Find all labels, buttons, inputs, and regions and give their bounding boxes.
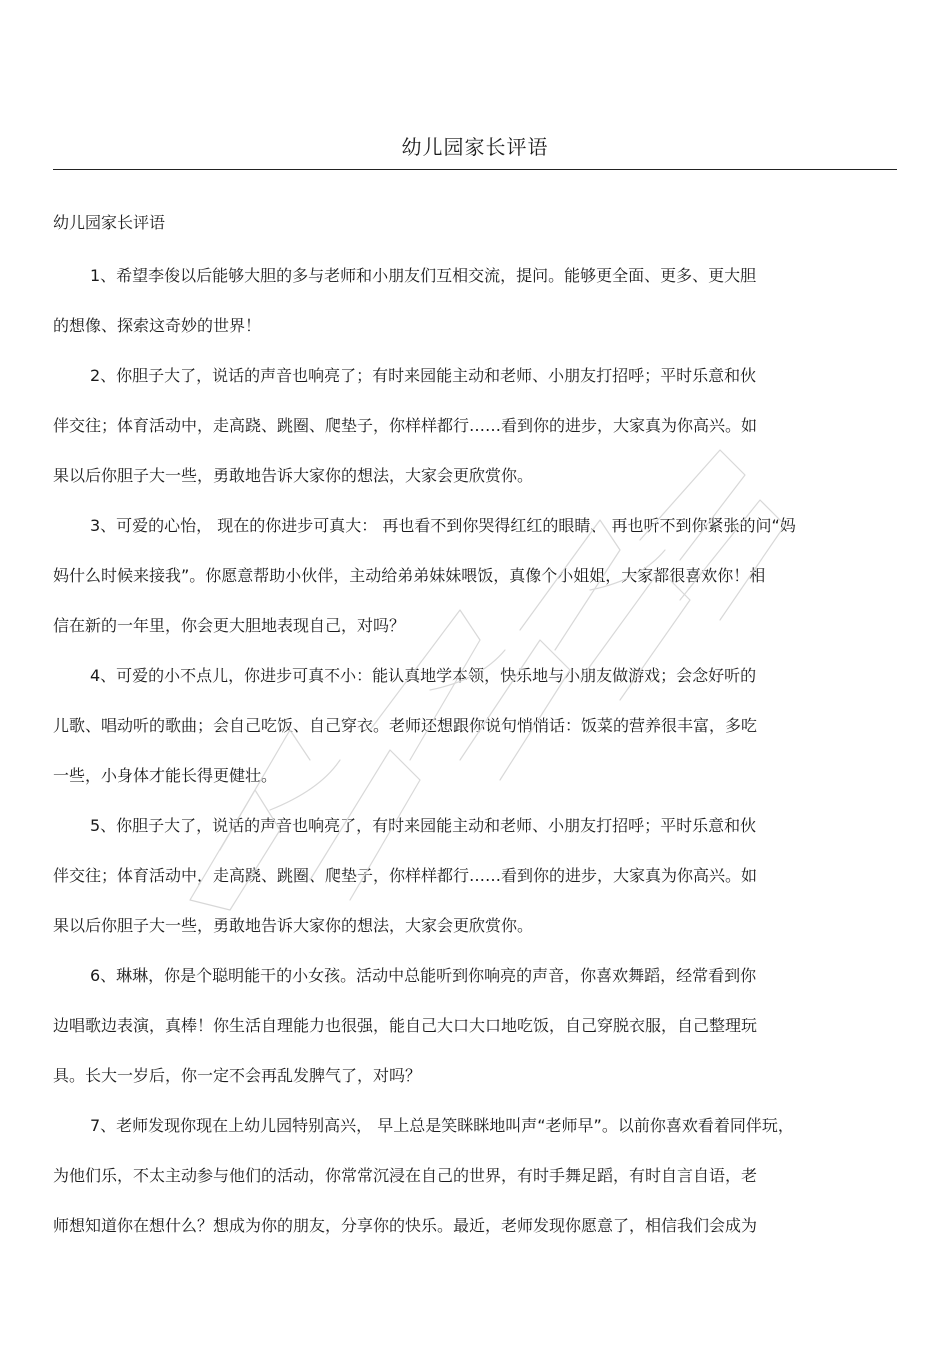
paragraph-line: 伴交往；体育活动中，走高跷、跳圈、爬垫子，你样样都行……看到你的进步，大家真为你高兴。如 [53,416,758,435]
paragraph-line: 3、可爱的心怡， 现在的你进步可真大： 再也看不到你哭得红红的眼睛、 再也听不到你紧张的问“妈 [90,516,796,535]
paragraph-line: 边唱歌边表演，真棒！你生活自理能力也很强，能自己大口大口地吃饭，自己穿脱衣服，自己整理玩 [53,1016,758,1035]
paragraph-line: 具。长大一岁后，你一定不会再乱发脾气了，对吗？ [53,1066,422,1085]
paragraph-line: 伴交往；体育活动中，走高跷、跳圈、爬垫子，你样样都行……看到你的进步，大家真为你高兴。如 [53,866,758,885]
paragraph-line: 为他们乐，不太主动参与他们的活动，你常常沉浸在自己的世界，有时手舞足蹈，有时自言自语，老 [53,1166,758,1185]
paragraph-line: 1、希望李俊以后能够大胆的多与老师和小朋友们互相交流，提问。能够更全面、更多、更大胆 [90,266,757,285]
paragraph-line: 一些，小身体才能长得更健壮。 [53,766,278,785]
document-title: 幼儿园家长评语 [401,135,549,159]
paragraph-3 [53,509,873,659]
paragraph-line: 5、你胆子大了，说话的声音也响亮了，有时来园能主动和老师、小朋友打招呼；平时乐意和伙 [90,816,757,835]
paragraph-1 [53,259,873,359]
document-body [53,259,873,1259]
paragraph-line: 儿歌、唱动听的歌曲；会自己吃饭、自己穿衣。老师还想跟你说句悄悄话：饭菜的营养很丰富，多吃 [53,716,758,735]
paragraph-line: 2、你胆子大了，说话的声音也响亮了；有时来园能主动和老师、小朋友打招呼；平时乐意和伙 [90,366,757,385]
paragraph-line: 师想知道你在想什么？想成为你的朋友，分享你的快乐。最近，老师发现你愿意了，相信我们会成为 [53,1216,758,1235]
paragraph-line: 果以后你胆子大一些，勇敢地告诉大家你的想法，大家会更欣赏你。 [53,466,534,485]
paragraph-line: 6、琳琳，你是个聪明能干的小女孩。活动中总能听到你响亮的声音，你喜欢舞蹈，经常看到你 [90,966,757,985]
title-divider [53,169,897,170]
paragraph-line: 信在新的一年里，你会更大胆地表现自己，对吗？ [53,616,406,635]
paragraph-line: 7、老师发现你现在上幼儿园特别高兴， 早上总是笑眯眯地叫声“老师早”。以前你喜欢看着同伴玩， [90,1116,794,1135]
paragraph-7 [53,1109,873,1259]
paragraph-2 [53,359,873,509]
paragraph-line: 4、可爱的小不点儿，你进步可真不小：能认真地学本领，快乐地与小朋友做游戏；会念好听的 [90,666,757,685]
document-subtitle: 幼儿园家长评语 [53,213,166,232]
paragraph-line: 果以后你胆子大一些，勇敢地告诉大家你的想法，大家会更欣赏你。 [53,916,534,935]
paragraph-line: 的想像、探索这奇妙的世界！ [53,316,262,335]
paragraph-5 [53,809,873,959]
paragraph-6 [53,959,873,1109]
paragraph-line: 妈什么时候来接我”。你愿意帮助小伙伴，主动给弟弟妹妹喂饭，真像个小姐姐，大家都很喜欢你！相 [53,566,766,585]
paragraph-4 [53,659,873,809]
